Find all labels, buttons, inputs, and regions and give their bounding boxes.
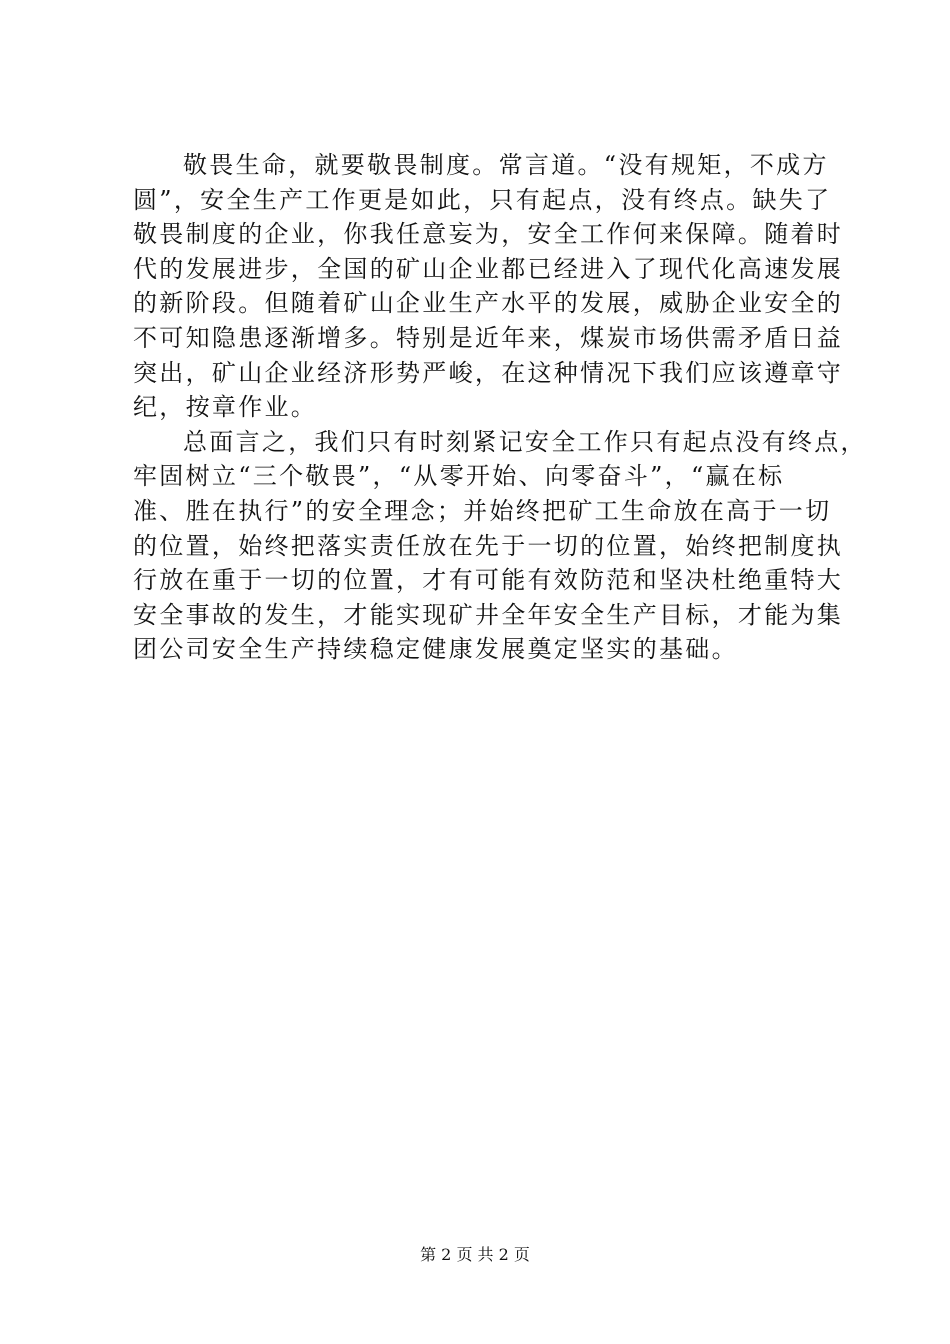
- paragraph-line: 安全事故的发生，才能实现矿井全年安全生产目标，才能为集: [133, 600, 844, 629]
- paragraph-line: 敬畏制度的企业，你我任意妄为，安全工作何来保障。随着时: [133, 220, 844, 249]
- paragraph-line: 敬畏生命，就要敬畏制度。常言道。“没有规矩，不成方: [183, 151, 829, 179]
- paragraph-line: 准、胜在执行”的安全理念；并始终把矿工生命放在高于一切: [133, 496, 832, 525]
- paragraph-line: 行放在重于一切的位置，才有可能有效防范和坚决杜绝重特大: [133, 566, 844, 595]
- paragraph-line: 突出，矿山企业经济形势严峻，在这种情况下我们应该遵章守: [133, 358, 844, 387]
- paragraph-line: 纪，按章作业。: [133, 393, 318, 422]
- paragraph-line: 团公司安全生产持续稳定健康发展奠定坚实的基础。: [133, 635, 738, 664]
- paragraph-line: 的新阶段。但随着矿山企业生产水平的发展，威胁企业安全的: [133, 289, 844, 318]
- paragraph-line: 的位置，始终把落实责任放在先于一切的位置，始终把制度执: [133, 531, 844, 560]
- document-body: [133, 148, 867, 667]
- paragraph-line: 圆”，安全生产工作更是如此，只有起点，没有终点。缺失了: [133, 185, 832, 214]
- paragraph-line: 代的发展进步，全国的矿山企业都已经进入了现代化高速发展: [133, 254, 844, 283]
- paragraph-1: [133, 148, 844, 425]
- page-number-footer: 第 2 页 共 2 页: [420, 1245, 530, 1264]
- paragraph-line: 牢固树立“三个敬畏”，“从零开始、向零奋斗”，“赢在标: [133, 462, 785, 491]
- paragraph-line: 不可知隐患逐渐增多。特别是近年来，煤炭市场供需矛盾日益: [133, 323, 844, 352]
- paragraph-2: [133, 425, 867, 667]
- paragraph-line: 总面言之，我们只有时刻紧记安全工作只有起点没有终点，: [183, 427, 867, 456]
